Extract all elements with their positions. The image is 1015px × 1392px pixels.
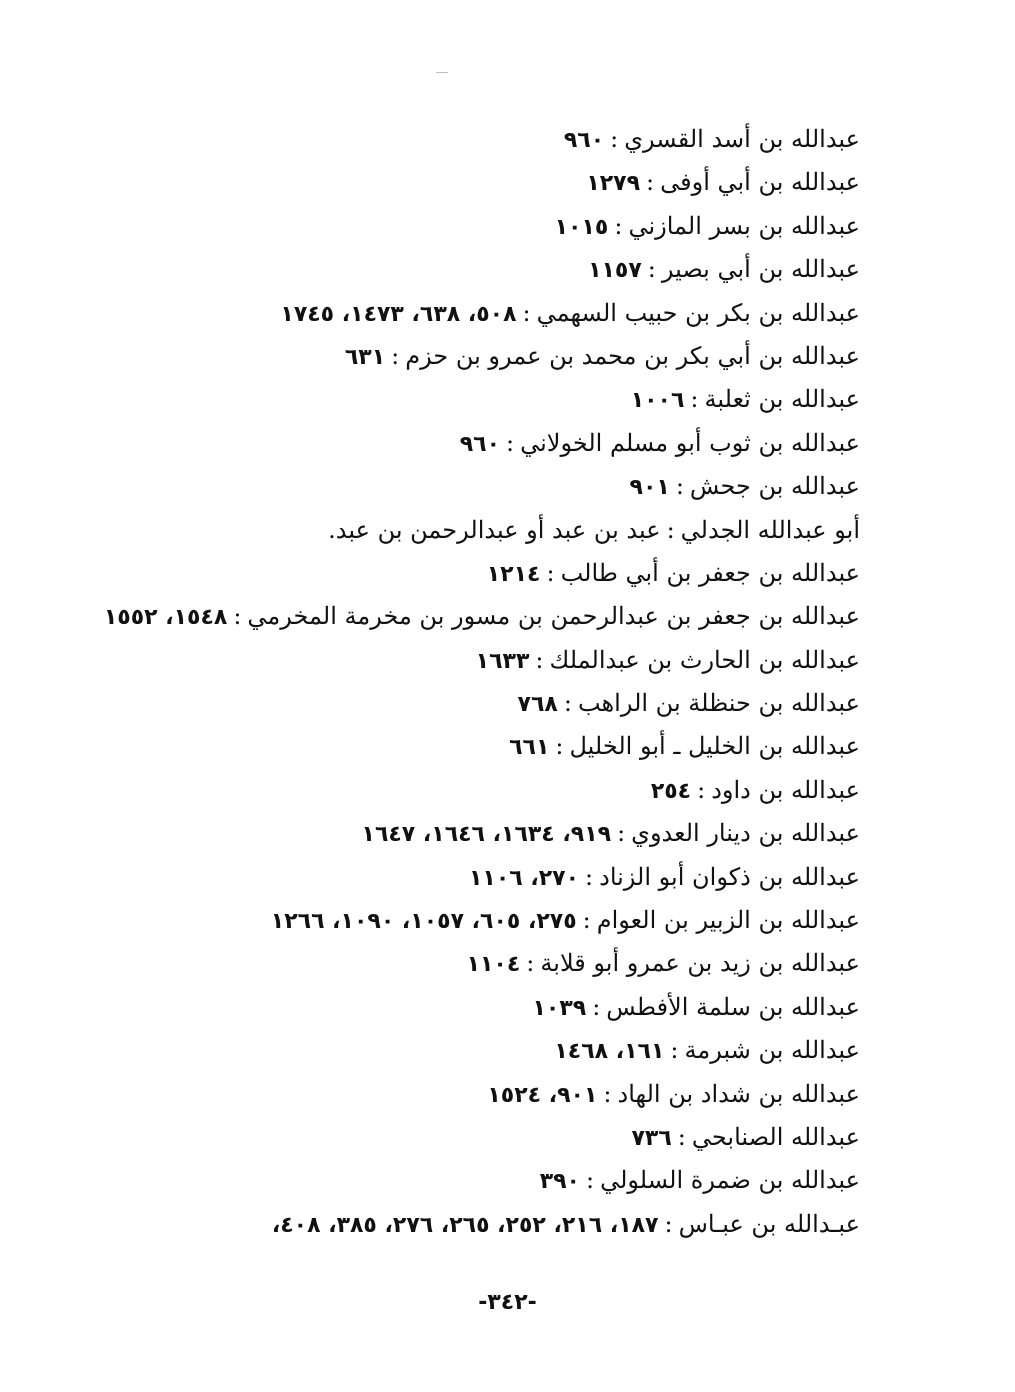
entry-name: عبدالله بن شداد بن الهاد xyxy=(617,1079,860,1108)
index-entry xyxy=(120,335,860,378)
index-entry xyxy=(120,118,860,161)
entry-references: ٩٦٠ xyxy=(459,431,501,457)
entry-separator: : xyxy=(610,125,619,153)
entry-separator: : xyxy=(585,862,594,891)
entry-references: ٣٩٠ xyxy=(539,1169,580,1195)
entry-name: عبدالله بن أبي أوفى xyxy=(660,168,860,197)
entry-separator: : xyxy=(563,689,572,718)
entry-name: أبو عبدالله الجدلي xyxy=(680,515,860,544)
index-entry xyxy=(120,856,860,899)
entry-name: عبدالله بن أبي بكر بن محمد بن عمرو بن حزم xyxy=(405,341,860,370)
index-entry xyxy=(120,639,860,682)
index-entry xyxy=(120,248,860,291)
index-entry xyxy=(120,942,860,985)
entry-separator: : xyxy=(675,472,684,501)
entry-references: ٧٣٦ xyxy=(631,1125,672,1151)
page-number: -٣٤٢- xyxy=(478,1290,537,1315)
entry-separator: : xyxy=(506,428,515,457)
entry-references: ٩١٩، ١٦٣٤، ١٦٤٦، ١٦٤٧ xyxy=(361,822,612,848)
entry-references: ٦٦١ xyxy=(509,735,550,761)
entry-separator: : xyxy=(582,906,591,935)
entry-separator: : xyxy=(666,515,675,544)
entry-references: ٩٠١، ١٥٢٤ xyxy=(487,1082,598,1108)
entry-separator: : xyxy=(690,385,699,414)
entry-separator: : xyxy=(526,949,535,978)
entry-name: عبدالله بن جعفر بن أبي طالب xyxy=(560,558,860,587)
entry-name: عبدالله بن داود xyxy=(711,775,860,804)
entry-references: ٢٧٥، ٦٠٥، ١٠٥٧، ١٠٩٠، ١٢٦٦ xyxy=(270,909,577,935)
entry-name: عبدالله بن الزبير بن العوام xyxy=(596,906,860,935)
entry-name: عبدالله بن جعفر بن عبدالرحمن بن مسور بن مخرمة المخرمي xyxy=(247,602,860,631)
entry-separator: : xyxy=(647,255,656,284)
index-entry xyxy=(120,422,860,465)
entry-name: عبدالله بن جحش xyxy=(689,472,860,501)
entry-references: ١١٠٤ xyxy=(466,952,521,978)
index-entry xyxy=(120,1073,860,1116)
index-entry xyxy=(120,812,860,855)
entry-name: عبدالله بن شبرمة xyxy=(684,1036,860,1065)
entry-references: ١٠٠٦ xyxy=(630,388,685,414)
entry-name: عبدالله بن ضمرة السلولي xyxy=(600,1166,860,1195)
index-entry xyxy=(120,161,860,204)
entry-references: ١١٥٧ xyxy=(588,258,642,284)
entry-separator: : xyxy=(522,298,531,327)
entry-name: عبدالله الصنابحي xyxy=(691,1122,860,1151)
index-entry xyxy=(120,1159,860,1202)
index-entry xyxy=(120,465,860,508)
entry-name: عبدالله بن ذكوان أبو الزناد xyxy=(599,862,860,891)
index-entry xyxy=(120,552,860,595)
index-entry xyxy=(120,509,860,552)
entry-separator: : xyxy=(646,168,655,197)
index-entry-list xyxy=(103,118,860,1246)
entry-name: عبدالله بن دينار العدوي xyxy=(631,819,860,848)
entry-name: عبدالله بن زيد بن عمرو أبو قلابة xyxy=(540,949,860,978)
entry-references: ١٦٣٣ xyxy=(475,648,530,674)
entry-separator: : xyxy=(670,1036,679,1065)
index-entry xyxy=(120,725,860,768)
entry-separator: : xyxy=(592,992,601,1021)
entry-references: ١٦١، ١٤٦٨ xyxy=(554,1039,665,1065)
entry-name: عبدالله بن حنظلة بن الراهب xyxy=(577,689,860,718)
entry-separator: : xyxy=(391,341,400,370)
entry-separator: : xyxy=(603,1079,612,1108)
entry-name: عبدالله بن أبي بصير xyxy=(661,255,860,284)
entry-references: ٩٦٠ xyxy=(563,128,605,153)
entry-references: ٢٥٤ xyxy=(650,778,692,804)
entry-name: عبـدالله بن عبـاس xyxy=(678,1209,860,1238)
scan-mark xyxy=(436,72,448,73)
entry-separator: : xyxy=(614,211,623,240)
entry-references: ٢٧٠، ١١٠٦ xyxy=(468,865,580,891)
entry-separator: : xyxy=(664,1209,673,1238)
entry-references: ١٥٤٨، ١٥٥٢ xyxy=(103,605,228,631)
entry-references: ٦٣١ xyxy=(344,344,386,370)
index-entry xyxy=(120,1203,860,1246)
entry-references: ١٢١٤ xyxy=(486,561,541,587)
entry-separator: : xyxy=(585,1166,595,1195)
index-entry xyxy=(120,769,860,812)
entry-references: ١٠٣٩ xyxy=(532,995,587,1021)
entry-name: عبدالله بن الخليل ـ أبو الخليل xyxy=(569,732,860,761)
index-entry xyxy=(120,1116,860,1159)
index-entry xyxy=(120,1029,860,1072)
index-entry xyxy=(120,205,860,248)
index-entry xyxy=(120,292,860,335)
entry-references: عبد بن عبد أو عبدالرحمن بن عبد. xyxy=(328,515,661,544)
entry-name: عبدالله بن الحارث بن عبدالملك xyxy=(549,645,860,674)
index-entry xyxy=(120,899,860,942)
entry-name: عبدالله بن ثوب أبو مسلم الخولاني xyxy=(520,428,860,457)
entry-references: ١٠١٥ xyxy=(554,214,609,240)
entry-separator: : xyxy=(617,819,626,848)
entry-name: عبدالله بن أسد القسري xyxy=(624,125,860,153)
entry-name: عبدالله بن ثعلبة xyxy=(704,385,860,414)
entry-name: عبدالله بن بسر المازني xyxy=(628,211,860,240)
entry-name: عبدالله بن بكر بن حبيب السهمي xyxy=(536,298,860,327)
entry-references: ١٨٧، ٢١٦، ٢٥٢، ٢٦٥، ٢٧٦، ٣٨٥، ٤٠٨، xyxy=(271,1212,659,1238)
entry-separator: : xyxy=(677,1122,686,1151)
entry-separator: : xyxy=(546,558,555,587)
entry-references: ٧٦٨ xyxy=(517,692,558,718)
entry-separator: : xyxy=(233,602,242,631)
entry-separator: : xyxy=(697,775,706,804)
index-entry xyxy=(120,378,860,421)
entry-name: عبدالله بن سلمة الأفطس xyxy=(606,992,860,1021)
entry-references: ٥٠٨، ٦٣٨، ١٤٧٣، ١٧٤٥ xyxy=(280,301,517,327)
index-entry xyxy=(120,986,860,1029)
entry-references: ٩٠١ xyxy=(629,475,670,501)
index-entry xyxy=(103,595,860,638)
entry-separator: : xyxy=(555,732,564,761)
entry-separator: : xyxy=(535,645,544,674)
entry-references: ١٢٧٩ xyxy=(586,171,641,197)
index-entry xyxy=(120,682,860,725)
